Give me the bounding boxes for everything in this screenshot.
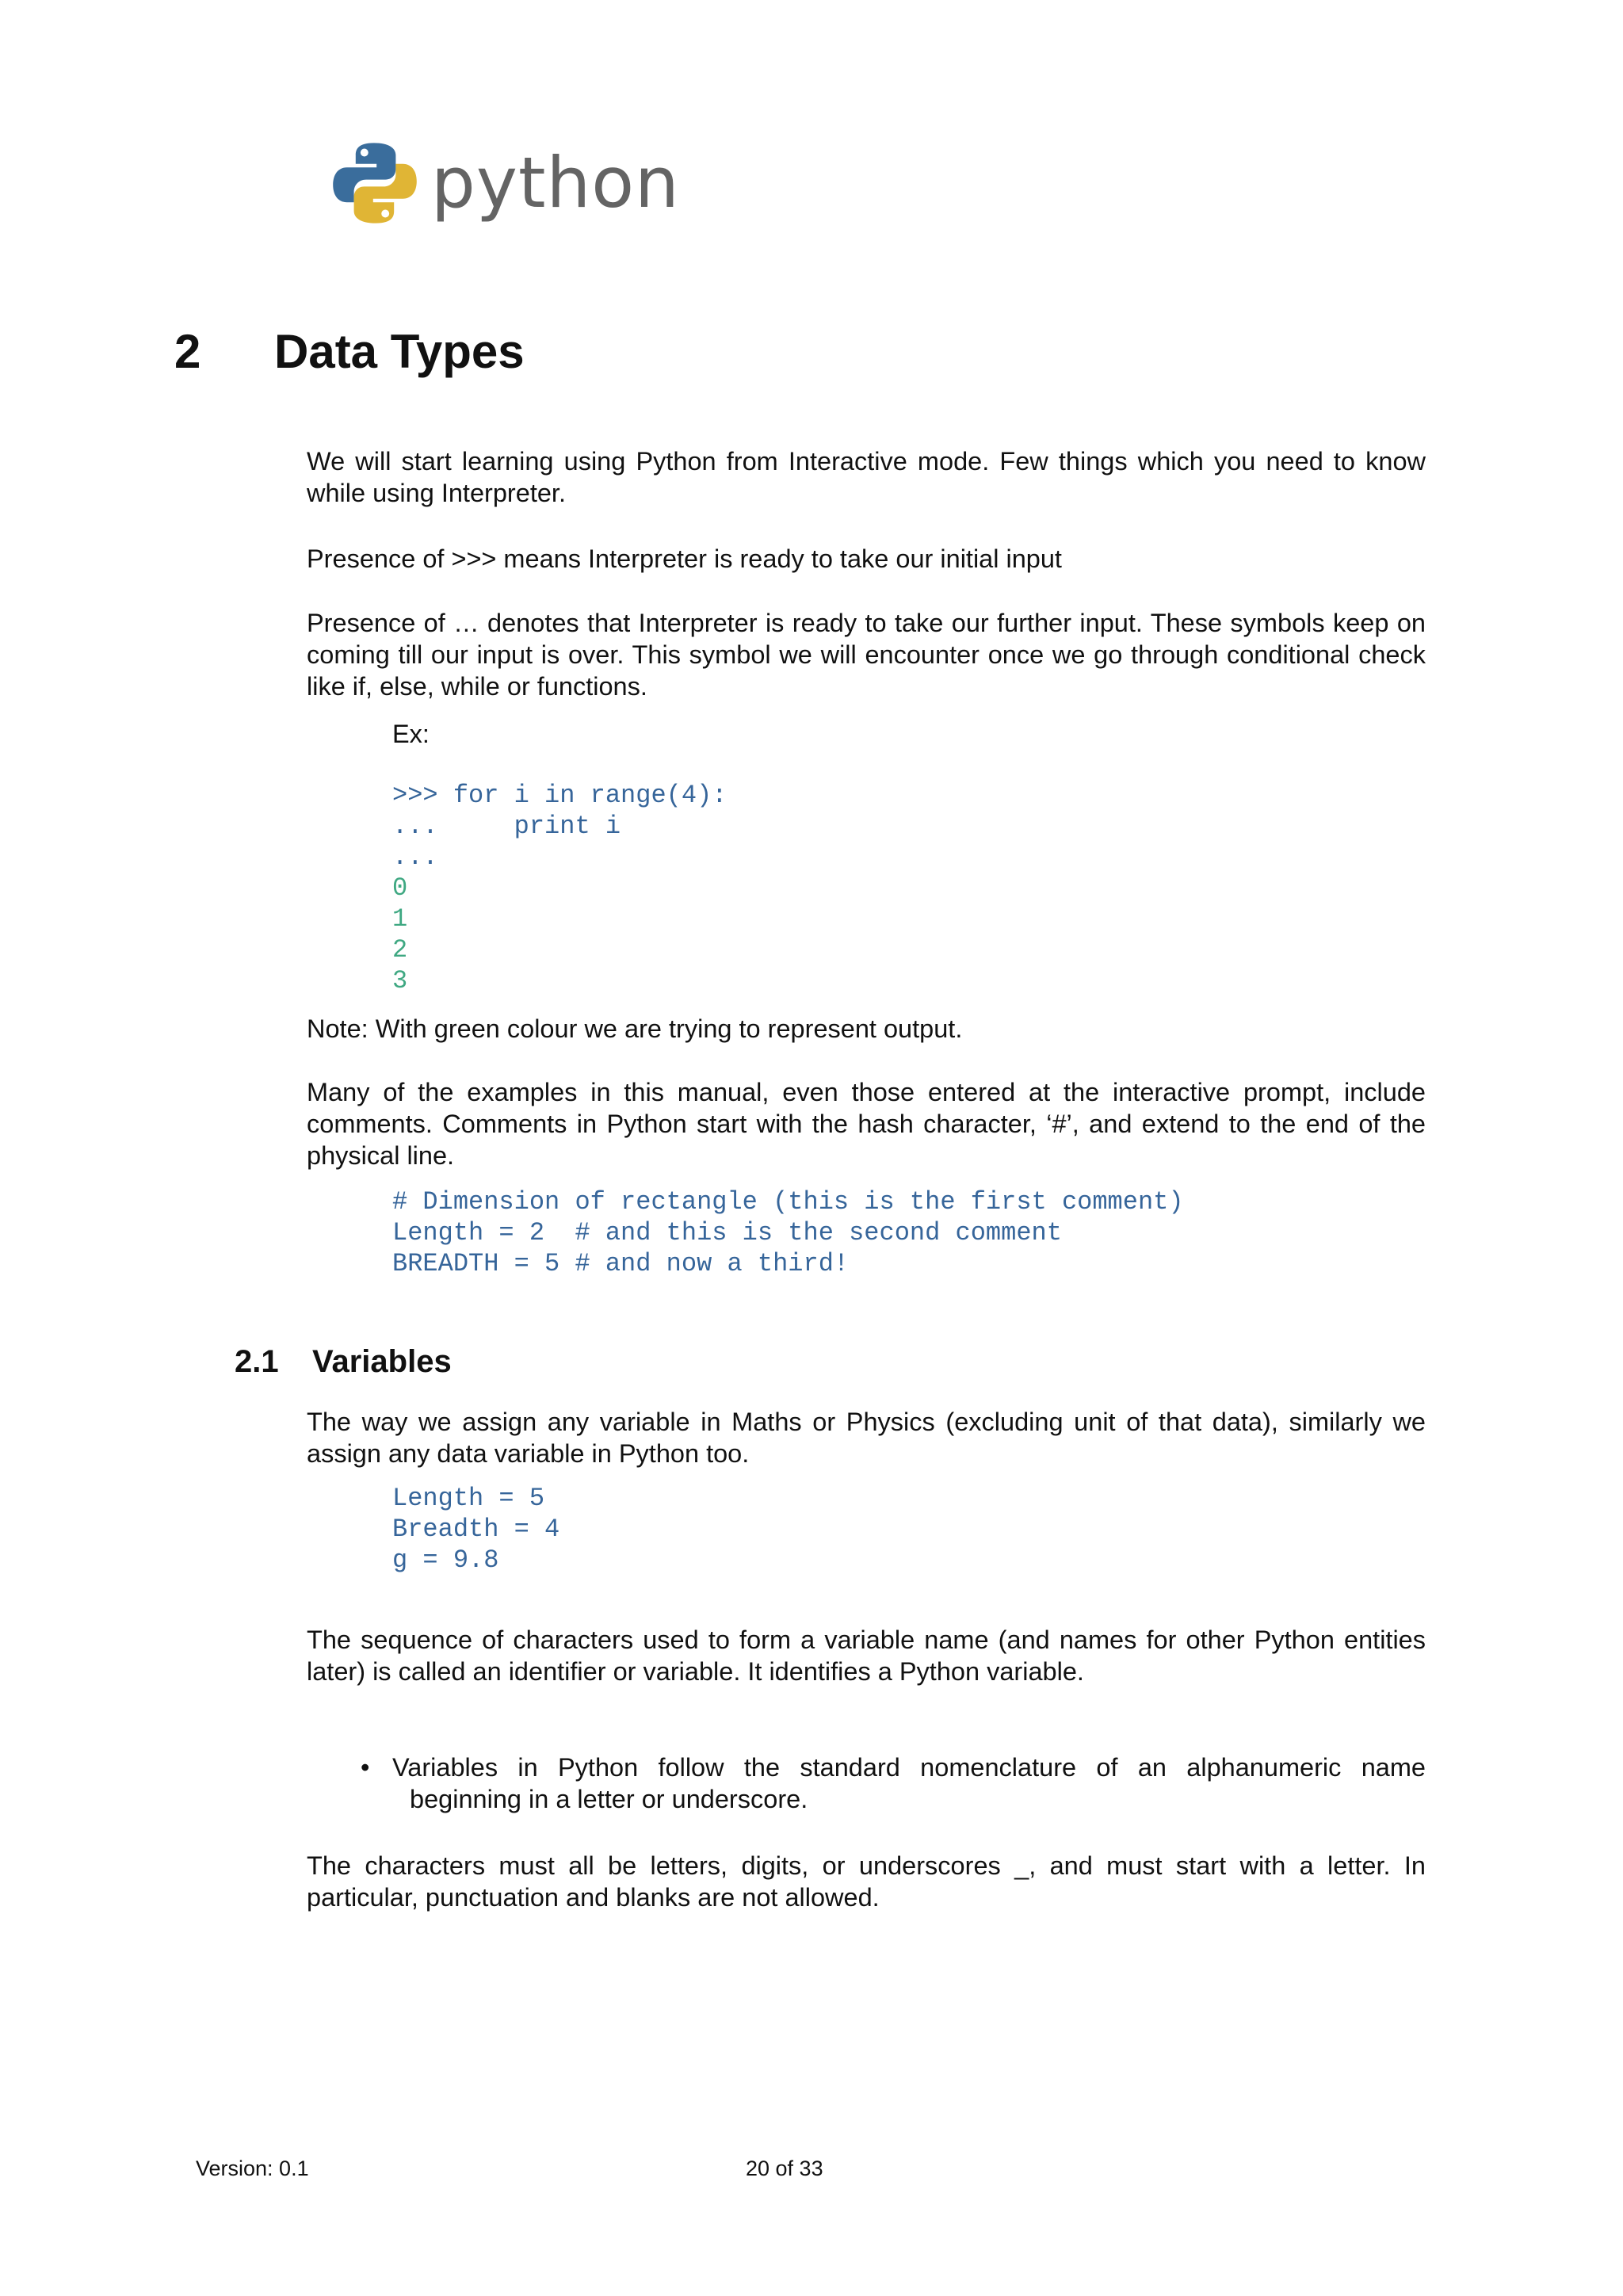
- characters-paragraph: The characters must all be letters, digits, or underscores _, and must start with a letter. In particular, punctuation and blanks are not allowed.: [307, 1851, 1426, 1912]
- identifier-paragraph: The sequence of characters used to form a variable name (and names for other Python entities later) is called an identifier or variable. It identifies a Python variable.: [307, 1626, 1426, 1686]
- code-line: BREADTH = 5 # and now a third!: [392, 1249, 850, 1278]
- bullet-line-1: Variables in Python follow the standard nomenclature of an alphanumeric name: [392, 1753, 1426, 1782]
- footer-version: Version: 0.1: [196, 2157, 309, 2180]
- bullet-marker: •: [361, 1753, 370, 1782]
- continuation-paragraph: Presence of … denotes that Interpreter is ready to take our further input. These symbols keep on coming till our input is over. This symbol we will encounter once we go through conditional check like if, else, while or functions.: [307, 609, 1426, 701]
- logo-wordmark: python: [431, 142, 680, 223]
- output-line: 2: [392, 935, 408, 965]
- code-line: Breadth = 4: [392, 1515, 560, 1544]
- intro-paragraph: We will start learning using Python from Interactive mode. Few things which you need to know while using Interpreter.: [307, 447, 1426, 507]
- code-line: Length = 5: [392, 1484, 545, 1513]
- example-label: Ex:: [392, 720, 430, 748]
- variables-paragraph: The way we assign any variable in Maths or Physics (excluding unit of that data), similarly we assign any data variable in Python too.: [307, 1408, 1426, 1468]
- comments-paragraph: Many of the examples in this manual, even those entered at the interactive prompt, include comments. Comments in Python start with the hash character, ‘#’, and extend to the end of the physical line.: [307, 1078, 1426, 1170]
- output-line: 1: [392, 904, 408, 934]
- code-example-loop: [392, 780, 727, 996]
- chapter-number: 2: [174, 325, 201, 378]
- code-example-comments: [392, 1186, 1184, 1279]
- prompt-paragraph: Presence of >>> means Interpreter is ready to take our initial input: [307, 544, 1062, 573]
- bullet-text: [392, 1752, 1426, 1815]
- output-line: 0: [392, 873, 408, 903]
- code-line: # Dimension of rectangle (this is the first comment): [392, 1187, 1184, 1217]
- code-line: ... print i: [392, 812, 621, 841]
- code-line: ...: [392, 842, 438, 872]
- python-snake-icon: [331, 139, 418, 227]
- footer-page-number: 20 of 33: [746, 2157, 823, 2180]
- code-line: g = 9.8: [392, 1545, 499, 1575]
- chapter-title: Data Types: [274, 325, 525, 378]
- note-paragraph: Note: With green colour we are trying to represent output.: [307, 1014, 963, 1043]
- code-line: >>> for i in range(4):: [392, 781, 727, 810]
- code-line: Length = 2 # and this is the second comment: [392, 1218, 1062, 1247]
- code-example-variables: [392, 1483, 559, 1576]
- section-title: Variables: [312, 1344, 452, 1379]
- section-number: 2.1: [235, 1344, 279, 1379]
- output-line: 3: [392, 966, 408, 995]
- bullet-line-2: beginning in a letter or underscore.: [410, 1785, 808, 1813]
- python-logo: [331, 139, 680, 227]
